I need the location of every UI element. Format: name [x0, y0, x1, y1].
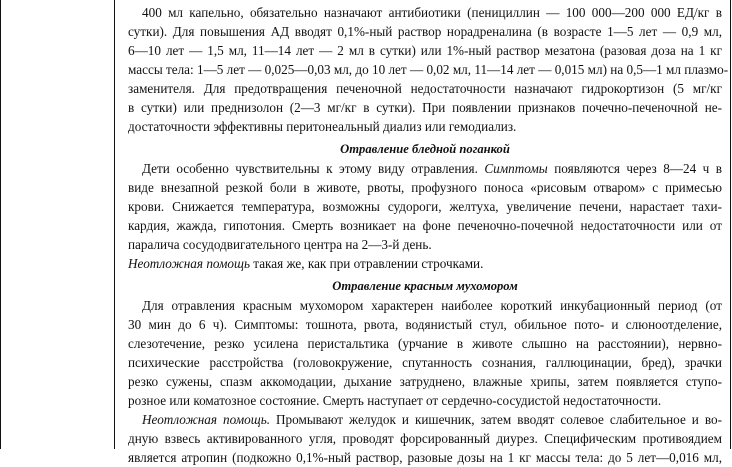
term-symptoms: Симптомы: [484, 161, 548, 176]
text-line: Неотложная помощь. Промывают желудок и кишечник, затем вводят солевое слабительное и во-: [142, 412, 722, 427]
text-line: Дети особенно чувствительны к этому виду отравления. Симптомы появляются через 8—24 ч в: [142, 161, 722, 176]
text-line: паралича сосудодвигательного центра на 2—3-й день.: [128, 237, 432, 252]
paragraph-pale-toadstool: [128, 159, 722, 273]
paragraph-antibiotics: [128, 3, 729, 136]
text-line: розное или коматозное состояние. Смерть наступает от сердечно-сосудистой недостаточности.: [128, 393, 662, 408]
text-line: виде внезапной резкой боли в животе, рвоты, профузного поноса «рисовым отваром» с примесью: [128, 180, 722, 195]
text-line: Неотложная помощь такая же, как при отравлении строчками.: [128, 256, 484, 271]
term-emergency-help: Неотложная помощь: [128, 256, 250, 271]
text-line: массы тела: 1—5 лет — 0,025—0,03 мл, до 10 лет — 0,02 мл, 11—14 лет — 0,015 мл) на 0,5—1 мл плазмо-: [128, 62, 729, 77]
text-line: 400 мл капельно, обязательно назначают антибиотики (пенициллин — 100 000—200 000 ЕД/кг в: [142, 5, 722, 20]
section-heading-fly-agaric: Отравление красным мухомором: [332, 279, 518, 293]
document-body: [128, 3, 729, 467]
term-emergency-help: Неотложная помощь.: [142, 412, 270, 427]
section-heading-pale-toadstool: Отравление бледной поганкой: [340, 142, 510, 156]
text-line: заменителя. Для предотвращения печеночной недостаточности назначают гидрокортизон (5 мг/кг: [128, 81, 722, 96]
text-line: является атропин (подкожно 0,1%-ный раствор, разовые дозы на 1 кг массы тела: до 5 лет—0,016 мл,: [128, 450, 722, 465]
text-line: Для отравления красным мухомором характерен наиболее короткий инкубационный период (от: [142, 298, 722, 313]
text-line: слезотечение, резко усилена перистальтика (урчание в животе слышно на расстоянии), нервно-: [128, 336, 722, 351]
text-line: 6—10 лет — 1,5 мл, 11—14 лет — 2 мл в сутки) или 1%-ный раствор мезатона (разовая доза на 1 кг: [128, 43, 722, 58]
text-line: в сутки) или преднизолон (2—3 мг/кг в сутки). При появлении признаков почечно-печеночной не-: [128, 100, 722, 115]
text-line: кардия, жажда, гипотония. Смерть возникает на фоне печеночно-почечной недостаточности или от: [128, 218, 722, 233]
text-line: резко сужены, спазм аккомодации, дыхание затруднено, влажные хрипы, затем появляется ступо-: [128, 374, 722, 389]
text-line: психические расстройства (головокружение, спутанность сознания, галлюцинации, бред), зрачки: [128, 355, 722, 370]
left-margin-column: [0, 0, 115, 449]
text-line: сутки). Для повышения АД вводят 0,1%-ный раствор норадреналина (в возрасте 1—5 лет — 0,9 мл,: [128, 24, 722, 39]
right-border: [730, 0, 731, 449]
text-line: крови. Снижается температура, возможны судороги, желтуха, увеличение печени, нарастает тахи-: [128, 199, 722, 214]
text-line: дную взвесь активированного угля, проводят форсированный диурез. Специфическим противоядием: [128, 431, 722, 446]
text-line: достаточности эффективны перитонеальный диализ или гемодиализ.: [128, 119, 517, 134]
paragraph-fly-agaric: [128, 296, 722, 467]
text-line: 30 мин до 6 ч). Симптомы: тошнота, рвота, водянистый стул, обильное пото- и слюноотделение,: [128, 317, 722, 332]
